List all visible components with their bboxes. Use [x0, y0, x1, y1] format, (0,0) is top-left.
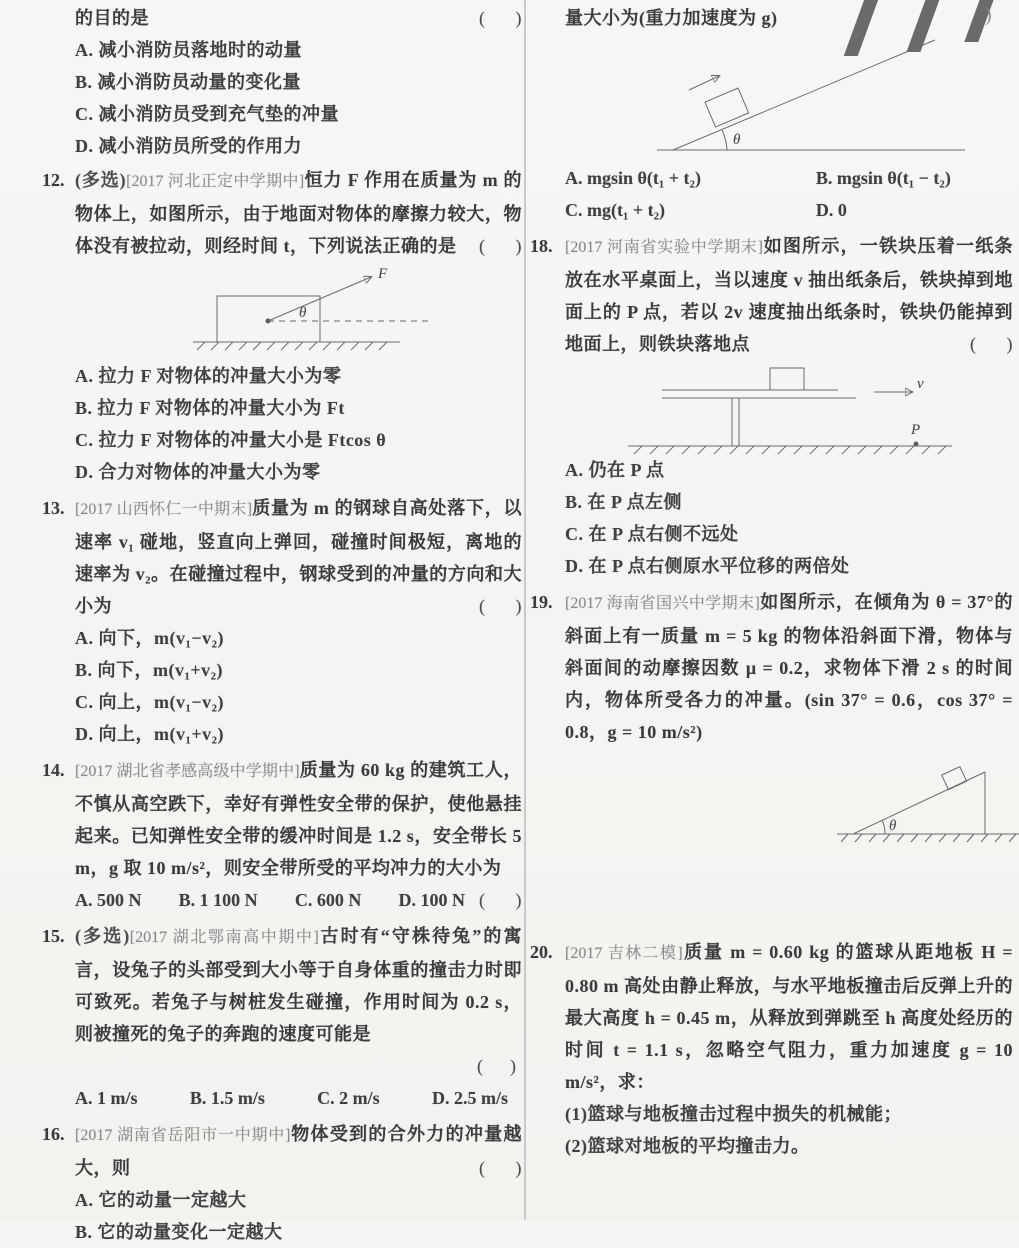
stem-text: 物体受到的合外力的冲量越大，则 [75, 1124, 522, 1178]
stem-text: 如图所示，一铁块压着一纸条放在水平桌面上，当以速度 v 抽出纸条后，铁块掉到地面上的 P 点，若以 2v 速度抽出纸条时，铁块仍能掉到地面上，则铁块落地点 [565, 236, 1013, 354]
option-d: D. 0 [815, 200, 847, 220]
question-18 [530, 230, 1013, 582]
question-source: [2017 湖北省孝感高级中学期中] [75, 763, 300, 780]
option-c: C. 600 N [294, 890, 362, 910]
option-b: B. 减小消防员动量的变化量 [75, 72, 302, 92]
question-source: [2017 湖南省岳阳市一中期中] [75, 1127, 291, 1144]
incline-hypotenuse [853, 772, 985, 834]
force-label-F: F [378, 266, 388, 282]
ground-hatching [197, 342, 387, 350]
question-source: [2017 湖北鄂南高中期中] [129, 929, 319, 946]
option-b: B. 拉力 F 对物体的冲量大小为 Ft [75, 398, 345, 418]
answer-bracket: ( ) [479, 890, 522, 910]
option-d: D. 2.5 m/s [432, 1088, 508, 1108]
sub-question-2: (2)篮球对地板的平均撞击力。 [565, 1136, 810, 1156]
question-source: [2017 河北正定中学期中] [126, 173, 305, 190]
question-16 [42, 1118, 522, 1248]
angle-label-theta: θ [733, 132, 741, 148]
question-number: 15. [42, 926, 65, 946]
answer-bracket: ( ) [479, 8, 522, 28]
stem-text: 质量 m = 0.60 kg 的篮球从距地板 H = 0.80 m 高处由静止释放，与水平地板撞击后反弹上升的最大高度 h = 0.45 m，从释放到弹跳至 h 高度处经历的时间 t = 1.1 s，忽略空气阻力，重力加速度 g = 10 m/s²，求： [565, 942, 1013, 1092]
option-b-clipped: B. 它的动量变化一定越大 [75, 1222, 283, 1242]
option-a: A. 减小消防员落地时的动量 [75, 40, 302, 60]
option-c: C. 在 P 点右侧不远处 [565, 524, 739, 544]
option-b: B. 在 P 点左侧 [565, 492, 683, 512]
question-13 [42, 492, 522, 750]
option-b: B. 1 100 N [178, 890, 258, 910]
options-row [75, 1082, 522, 1114]
slash-mark-icon [906, 0, 941, 52]
stem-text: 古时有“守株待兔”的寓言，设兔子的头部受到大小等于自身体重的撞击力时即可致死。若兔子与树桩发生碰撞，作用时间为 0.2 s，则被撞死的兔子的奔跑的速度可能是 [75, 926, 522, 1044]
option-a: A. 向下，m(v₁−v₂) [75, 628, 225, 648]
question-number: 14. [42, 760, 65, 780]
ground-hatching [634, 446, 946, 454]
column-divider [524, 0, 526, 1220]
answer-bracket: ( ) [479, 1158, 522, 1178]
question-14 [42, 754, 522, 916]
answer-bracket: ( ) [477, 1056, 516, 1076]
sub-question-1: (1)篮球与地板撞击过程中损失的机械能； [565, 1104, 902, 1124]
answer-bracket-close: ) [985, 4, 992, 26]
stem-text: 质量为 m 的钢球自高处落下，以速率 v₁ 碰地，竖直向上弹回，碰撞时间极短，离地的速率为 v₂。在碰撞过程中，钢球受到的冲量的方向和大小为 [75, 498, 522, 616]
question-19 [530, 586, 1013, 850]
point-label-P: P [911, 422, 921, 438]
question-source: [2017 山西怀仁一中期末] [75, 501, 253, 518]
stem-text: 的目的是 [75, 8, 149, 28]
stem-text: 恒力 F 作用在质量为 m 的物体上，如图所示，由于地面对物体的摩擦力较大，物体没有被拉动，则经时间 t，下列说法正确的是 [75, 170, 522, 256]
column-right [530, 0, 1013, 1162]
figure-incline-block-sliding-down [833, 762, 1019, 850]
option-a: A. 它的动量一定越大 [75, 1190, 247, 1210]
question-stem [565, 230, 1013, 360]
options-row [75, 884, 479, 916]
question-15 [42, 920, 522, 1114]
question-stem [565, 586, 1013, 748]
option-a: A. 500 N [75, 890, 142, 910]
option-c: C. 拉力 F 对物体的冲量大小是 Ftcos θ [75, 430, 387, 450]
option-c: C. 2 m/s [317, 1088, 380, 1108]
option-b: B. 向下，m(v₁+v₂) [75, 660, 224, 680]
option-c: C. 向上，m(v₁−v₂) [75, 692, 225, 712]
options-grid [565, 162, 1013, 226]
answer-bracket-line [75, 1050, 522, 1082]
option-a: A. mgsin θ(t₁ + t₂) [565, 168, 701, 188]
question-11-continued [60, 2, 522, 162]
slash-mark-icon [844, 0, 881, 56]
speed-label-v: v [917, 376, 924, 392]
multi-select-tag: (多选) [75, 170, 127, 190]
question-number: 19. [530, 592, 553, 612]
question-number: 20. [530, 942, 553, 962]
figure-block-on-table-paper-strip [620, 362, 960, 454]
option-b: B. mgsin θ(t₁ − t₂) [815, 168, 951, 188]
answer-bracket: ( ) [479, 596, 522, 616]
question-stem [75, 2, 522, 34]
answer-bracket: ( ) [970, 334, 1013, 354]
velocity-arrow [689, 76, 719, 90]
question-stem [75, 492, 522, 622]
angle-label-theta: θ [299, 305, 307, 321]
question-20 [530, 936, 1013, 1162]
option-b: B. 1.5 m/s [189, 1088, 265, 1108]
question-number: 13. [42, 498, 65, 518]
option-d: D. 100 N [398, 890, 465, 910]
stem-text: 如图所示，在倾角为 θ = 37°的斜面上有一质量 m = 5 kg 的物体沿斜面下滑，物体与斜面间的动摩擦因数 μ = 0.2，求物体下滑 2 s 的时间内，物体所受各力的冲量。(sin 37° = 0.6，cos 37° = 0.8，g = 10 m/s²) [565, 592, 1013, 742]
question-number: 16. [42, 1124, 65, 1144]
column-left [42, 0, 522, 1248]
question-stem [565, 936, 1013, 1098]
multi-select-tag: (多选) [75, 926, 130, 946]
question-source: [2017 海南省国兴中学期末] [565, 595, 760, 612]
option-a: A. 1 m/s [75, 1088, 138, 1108]
option-c: C. 减小消防员受到充气垫的冲量 [75, 104, 339, 124]
option-d: D. 在 P 点右侧原水平位移的两倍处 [565, 556, 850, 576]
stem-text: 质量为 60 kg 的建筑工人，不慎从高空跌下，幸好有弹性安全带的保护，使他悬挂起来。已知弹性安全带的缓冲时间是 1.2 s，安全带长 5 m，g 取 10 m/s²，则安全带所受的平均冲力的大小为 [75, 760, 522, 878]
question-stem [75, 920, 522, 1050]
option-d: D. 减小消防员所受的作用力 [75, 136, 302, 156]
iron-block [770, 368, 804, 390]
option-c: C. mg(t₁ + t₂) [565, 200, 666, 220]
question-stem [75, 1118, 522, 1184]
question-stem [75, 164, 522, 262]
question-12 [42, 164, 522, 488]
question-source: [2017 河南省实验中学期末] [565, 239, 763, 256]
answer-bracket: ( ) [479, 236, 522, 256]
angle-arc [882, 820, 885, 834]
landing-point-dot [914, 442, 919, 447]
option-d: D. 向上，m(v₁+v₂) [75, 724, 225, 744]
option-a: A. 仍在 P 点 [565, 460, 665, 480]
question-number: 12. [42, 170, 65, 190]
option-d: D. 合力对物体的冲量大小为零 [75, 462, 321, 482]
question-number: 18. [530, 236, 553, 256]
angle-label-theta: θ [889, 818, 897, 834]
figure-block-pulled-by-force [175, 264, 515, 360]
ground-hatching [841, 834, 1016, 842]
question-source: [2017 吉林二模] [565, 945, 683, 962]
angle-arc [722, 130, 727, 150]
stem-text: 量大小为(重力加速度为 g) [565, 8, 778, 28]
option-a: A. 拉力 F 对物体的冲量大小为零 [75, 366, 342, 386]
